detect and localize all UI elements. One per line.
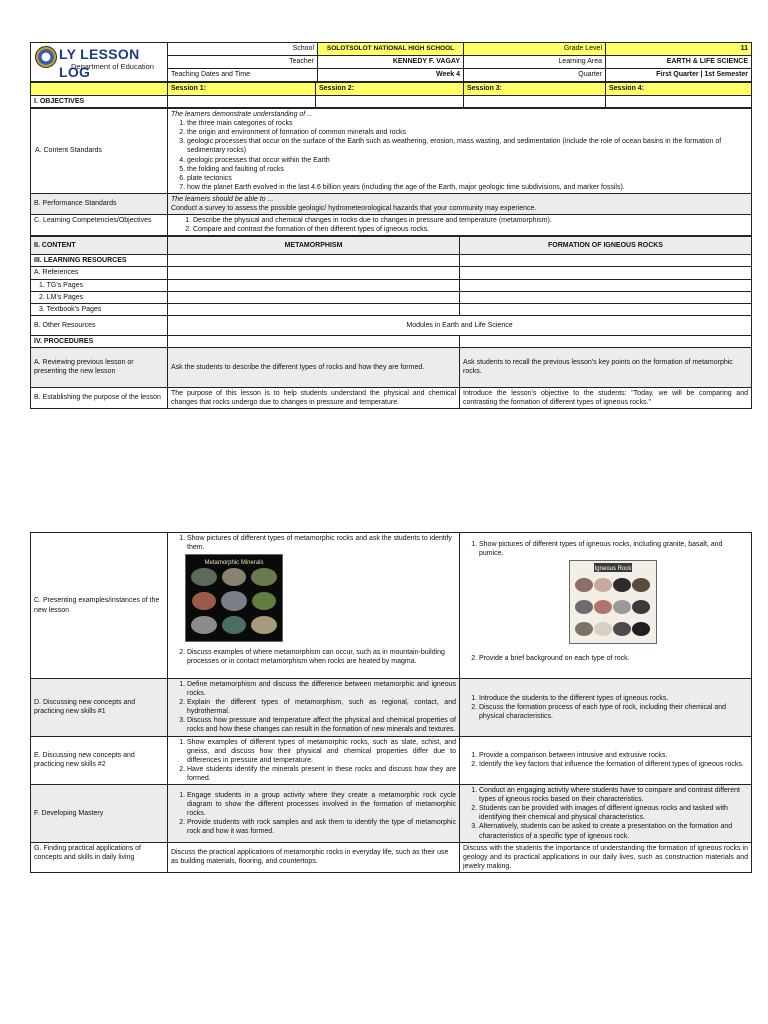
content-col1: METAMORPHISM	[168, 237, 460, 255]
list-item: 1. Show pictures of different types of igneous rocks, including granite, basalt, and pumice.	[479, 540, 748, 558]
list-item: 1. Describe the physical and chemical changes in rocks due to changes in pressure and temperature (metamorphism).	[193, 216, 748, 225]
content-standards	[168, 109, 752, 194]
procedure-e-col1-list	[171, 738, 456, 783]
igneous-rocks-image	[569, 560, 657, 644]
metamorphic-rocks-image	[185, 554, 283, 642]
grade-label: Grade Level	[464, 43, 606, 56]
procedure-c-col2-list-2	[463, 654, 748, 663]
teacher-label: Teacher	[168, 56, 318, 69]
procedure-c-col1	[168, 533, 460, 679]
procedure-f-col1	[168, 785, 460, 843]
deped-seal-icon	[35, 46, 57, 68]
content-resources-table	[30, 236, 752, 409]
procedure-b-label: B. Establishing the purpose of the lesson	[31, 387, 168, 408]
sessions-table	[30, 82, 752, 108]
procedure-d-col1-list	[171, 680, 456, 735]
procedure-e-col2-list	[463, 751, 748, 769]
procedure-a-label: A. Reviewing previous lesson or presenting the new lesson	[31, 347, 168, 387]
performance-standards	[168, 193, 752, 214]
list-item: 6. plate tectonics	[187, 174, 748, 183]
procedure-c-label: C. Presenting examples/instances of the new lesson	[31, 533, 168, 679]
metamorphic-image-title: Metamorphic Minerals	[204, 560, 264, 567]
list-item: 3. Discuss how pressure and temperature affect the physical and chemical properties of rocks and how these changes can result in the formation of new minerals and textures.	[187, 716, 456, 734]
content-standards-list	[171, 119, 748, 192]
procedure-d-col2-list	[463, 694, 748, 721]
list-item: 2. Discuss examples of where metamorphism can occur, such as in mountain-building processes or in contact metamorphism when rocks are heated by magma.	[187, 648, 456, 666]
procedure-a-col1: Ask the students to describe the different types of rocks and how they are formed.	[168, 347, 460, 387]
list-item: 1. the three main categories of rocks	[187, 119, 748, 128]
list-item: 1. Show examples of different types of metamorphic rocks, such as slate, schist, and gneiss, and discuss how their physical and chemical properties differ due to differences in pressure and temperature.	[187, 738, 456, 765]
textbook-pages-label: 3. Textbook's Pages	[31, 303, 168, 315]
list-item: 1. Conduct an engaging activity where students have to compare and contrast different types of igneous rocks based on their characteristics.	[479, 786, 748, 804]
list-item: 4. geologic processes that occur within the Earth	[187, 156, 748, 165]
session-corner	[31, 83, 168, 96]
procedure-c-col2	[460, 533, 752, 679]
performance-standards-label: B. Performance Standards	[31, 193, 168, 214]
objectives-heading: I. OBJECTIVES	[31, 96, 168, 108]
procedure-e-col2	[460, 736, 752, 784]
quarter-value: First Quarter | 1st Semester	[606, 69, 752, 82]
procedure-d-col1	[168, 679, 460, 737]
procedure-e-col1	[168, 736, 460, 784]
quarter-label: Quarter	[464, 69, 606, 82]
list-item: 1. Provide a comparison between intrusive and extrusive rocks.	[479, 751, 748, 760]
references-label: A. References	[31, 267, 168, 279]
procedure-d-label: D. Discussing new concepts and practicing new skills #1	[31, 679, 168, 737]
area-label: Learning Area	[464, 56, 606, 69]
procedure-g-col2: Discuss with the students the importance of understanding the formation of igneous rocks in geology and its practical applications in our daily lives, such as construction materials and jewelry making.	[460, 842, 752, 872]
igneous-image-title: Igneous Rock	[594, 566, 632, 573]
list-item: 1. Show pictures of different types of metamorphic rocks and ask the students to identify them.	[187, 534, 456, 552]
procedure-a-col2: Ask students to recall the previous lesson's key points on the formation of metamorphic rocks.	[460, 347, 752, 387]
tg-pages-label: 1. TG's Pages	[31, 279, 168, 291]
competencies-list	[171, 216, 748, 234]
competencies	[168, 215, 752, 236]
list-item: 1. Define metamorphism and discuss the difference between metamorphic and igneous rocks.	[187, 680, 456, 698]
list-item: 2. Provide a brief background on each type of rock.	[479, 654, 748, 663]
procedure-f-label: F. Developing Mastery	[31, 785, 168, 843]
school-value: SOLOTSOLOT NATIONAL HIGH SCHOOL	[318, 43, 464, 56]
school-label: School	[168, 43, 318, 56]
list-item: 2. Students can be provided with images of different igneous rocks and tasked with identifying their chemical and physical characteristics.	[479, 804, 748, 822]
list-item: 2. the origin and environment of formation of common minerals and rocks	[187, 128, 748, 137]
teacher-value: KENNEDY F. VAGAY	[318, 56, 464, 69]
list-item: 2. Provide students with rock samples and ask them to identify the type of metamorphic rock and how it was formed.	[187, 818, 456, 836]
grade-value: 11	[606, 43, 752, 56]
procedure-c-col2-list	[463, 540, 748, 558]
content-col2: FORMATION OF IGNEOUS ROCKS	[460, 237, 752, 255]
list-item: 1. Introduce the students to the different types of igneous rocks.	[479, 694, 748, 703]
log-title: LY LESSON LOG	[59, 46, 140, 81]
procedure-f-col2-list	[463, 786, 748, 841]
session-3: Session 3:	[464, 83, 606, 96]
list-item: 3. geologic processes that occur on the surface of the Earth such as weathering, erosion, mass wasting, and sedimentation (include the role of ocean basins in the formation of sedimentary rocks)	[187, 137, 748, 155]
procedures-heading: IV. PROCEDURES	[31, 335, 168, 347]
procedure-d-col2	[460, 679, 752, 737]
resources-heading: III. LEARNING RESOURCES	[31, 255, 168, 267]
lesson-log-table-1	[30, 42, 752, 82]
procedure-e-label: E. Discussing new concepts and practicing new skills #2	[31, 736, 168, 784]
session-2: Session 2:	[316, 83, 464, 96]
week-value: Week 4	[318, 69, 464, 82]
list-item: 2. Discuss the formation process of each type of rock, including their chemical and physical characteristics.	[479, 703, 748, 721]
lesson-log-page-1	[30, 42, 751, 409]
procedure-c-col1-list	[171, 534, 456, 552]
list-item: 2. Identify the key factors that influence the formation of different types of igneous rocks.	[479, 760, 748, 769]
content-standards-label: A. Content Standards	[31, 109, 168, 194]
procedure-f-col2	[460, 785, 752, 843]
list-item: 7. how the planet Earth evolved in the last 4.6 billion years (including the age of the Earth, major geologic time subdivisions, and marker fossils).	[187, 183, 748, 192]
procedure-f-col1-list	[171, 791, 456, 836]
list-item: 5. the folding and faulting of rocks	[187, 165, 748, 174]
area-value: EARTH & LIFE SCIENCE	[606, 56, 752, 69]
list-item: 3. Alternatively, students can be asked to create a presentation on the formation and characteristics of a specific type of igneous rock.	[479, 822, 748, 840]
session-4: Session 4:	[606, 83, 752, 96]
session-1: Session 1:	[168, 83, 316, 96]
list-item: 2. Compare and contrast the formation of then different types of igneous rocks.	[193, 225, 748, 234]
lm-pages-label: 2. LM's Pages	[31, 291, 168, 303]
performance-intro: The learners should be able to ...	[171, 195, 274, 203]
procedure-b-col1: The purpose of this lesson is to help students understand the physical and chemical changes that rocks undergo due to changes in pressure and temperature.	[168, 387, 460, 408]
header-logo	[31, 43, 168, 81]
procedure-b-col2: Introduce the lesson's objective to the students: "Today, we will be comparing and contrasting the formation of different types of igneous rocks."	[460, 387, 752, 408]
list-item: 2. Have students identify the minerals present in these rocks and discuss how they are formed.	[187, 765, 456, 783]
department-name: Department of Education	[71, 62, 154, 71]
procedure-g-col1: Discuss the practical applications of metamorphic rocks in everyday life, such as their use as building materials, flooring, and countertops.	[168, 842, 460, 872]
procedure-g-label: G. Finding practical applications of concepts and skills in daily living	[31, 842, 168, 872]
content-heading: II. CONTENT	[31, 237, 168, 255]
other-resources-label: B. Other Resources	[31, 315, 168, 335]
objectives-table	[30, 108, 752, 236]
content-standards-intro: The learners demonstrate understanding of ...	[171, 111, 314, 119]
lesson-log-page-2	[30, 532, 751, 873]
competencies-label: C. Learning Competencies/Objectives	[31, 215, 168, 236]
performance-text: Conduct a survey to assess the possible geologic/ hydrometeorological hazards that your community may experience.	[171, 205, 537, 213]
list-item: 1. Engage students in a group activity where they create a metamorphic rock cycle diagram to show the different processes involved in the formation of metamorphic rocks.	[187, 791, 456, 818]
other-resources-value: Modules in Earth and Life Science	[168, 315, 752, 335]
dates-label: Teaching Dates and Time	[168, 69, 318, 82]
procedure-c-col1-list-2	[171, 648, 456, 666]
list-item: 2. Explain the different types of metamorphism, such as regional, contact, and hydrothermal.	[187, 698, 456, 716]
procedures-table	[30, 532, 752, 873]
